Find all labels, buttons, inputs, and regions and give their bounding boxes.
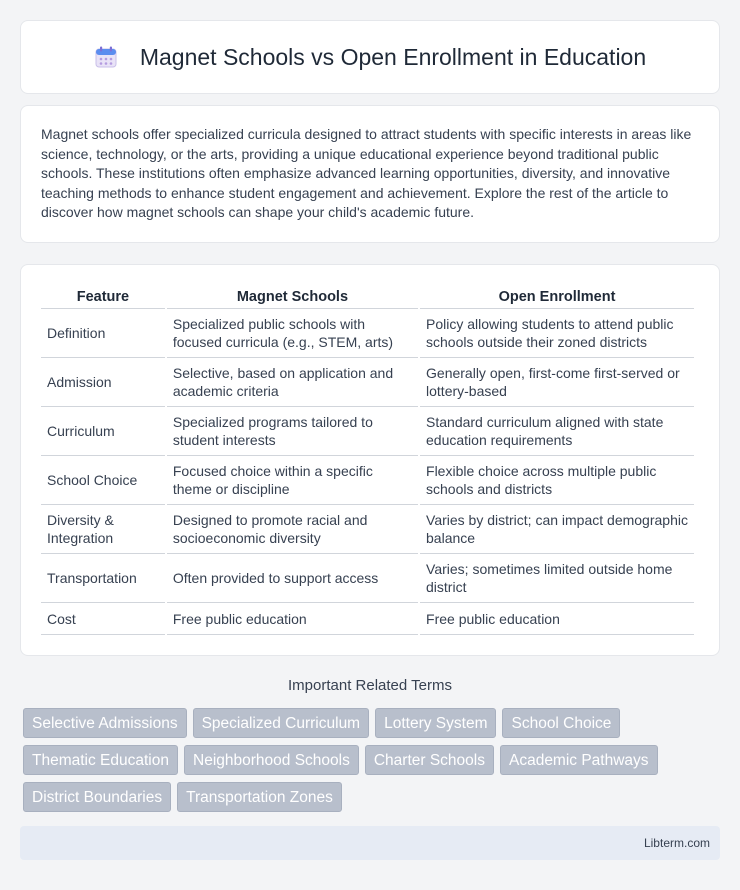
- feature-cell: Diversity & Integration: [41, 505, 165, 554]
- header-open-enrollment: Open Enrollment: [420, 287, 694, 309]
- feature-cell: Cost: [41, 603, 165, 635]
- open-enrollment-cell: Free public education: [420, 603, 694, 635]
- table-row: [41, 358, 694, 407]
- open-enrollment-cell: Policy allowing students to attend public schools outside their zoned districts: [420, 309, 694, 358]
- tag-school-choice[interactable]: School Choice: [502, 708, 620, 738]
- magnet-cell: Specialized programs tailored to student interests: [167, 407, 418, 456]
- table-row: [41, 603, 694, 635]
- comparison-table-card: [20, 264, 720, 656]
- magnet-cell: Designed to promote racial and socioeconomic diversity: [167, 505, 418, 554]
- title-wrap: [94, 44, 646, 71]
- open-enrollment-cell: Flexible choice across multiple public schools and districts: [420, 456, 694, 505]
- table-row: [41, 554, 694, 603]
- related-terms-title: Important Related Terms: [288, 677, 452, 694]
- comparison-table: [39, 287, 696, 635]
- tag-thematic-education[interactable]: Thematic Education: [23, 745, 178, 775]
- feature-cell: Curriculum: [41, 407, 165, 456]
- magnet-cell: Free public education: [167, 603, 418, 635]
- magnet-cell: Specialized public schools with focused curricula (e.g., STEM, arts): [167, 309, 418, 358]
- header-card: [20, 20, 720, 94]
- tag-neighborhood-schools[interactable]: Neighborhood Schools: [184, 745, 359, 775]
- tag-specialized-curriculum[interactable]: Specialized Curriculum: [193, 708, 370, 738]
- magnet-cell: Often provided to support access: [167, 554, 418, 603]
- table-row: [41, 505, 694, 554]
- header-feature: Feature: [41, 287, 165, 309]
- intro-card: [20, 105, 720, 243]
- magnet-cell: Focused choice within a specific theme or discipline: [167, 456, 418, 505]
- table-header-row: [41, 287, 694, 309]
- header-magnet-schools: Magnet Schools: [167, 287, 418, 309]
- open-enrollment-cell: Standard curriculum aligned with state education requirements: [420, 407, 694, 456]
- related-terms-tags: [23, 708, 723, 812]
- tag-transportation-zones[interactable]: Transportation Zones: [177, 782, 342, 812]
- feature-cell: Definition: [41, 309, 165, 358]
- feature-cell: Transportation: [41, 554, 165, 603]
- open-enrollment-cell: Generally open, first-come first-served or lottery-based: [420, 358, 694, 407]
- tag-district-boundaries[interactable]: District Boundaries: [23, 782, 171, 812]
- footer: [20, 826, 720, 860]
- calendar-icon: [94, 45, 118, 69]
- table-row: [41, 407, 694, 456]
- tag-charter-schools[interactable]: Charter Schools: [365, 745, 494, 775]
- magnet-cell: Selective, based on application and academic criteria: [167, 358, 418, 407]
- page-title: Magnet Schools vs Open Enrollment in Education: [139, 43, 647, 70]
- tag-lottery-system[interactable]: Lottery System: [375, 708, 496, 738]
- table-row: [41, 309, 694, 358]
- open-enrollment-cell: Varies; sometimes limited outside home district: [420, 554, 694, 603]
- table-row: [41, 456, 694, 505]
- tag-selective-admissions[interactable]: Selective Admissions: [23, 708, 187, 738]
- tag-academic-pathways[interactable]: Academic Pathways: [500, 745, 658, 775]
- open-enrollment-cell: Varies by district; can impact demographic balance: [420, 505, 694, 554]
- footer-site-link[interactable]: Libterm.com: [643, 836, 710, 850]
- feature-cell: School Choice: [41, 456, 165, 505]
- intro-text: Magnet schools offer specialized curricula designed to attract students with specific interests in areas like science, technology, or the arts, providing a unique educational experience beyond traditional public schools. These institutions often emphasize advanced learning opportunities, diversity, and innovative teaching methods to enhance student engagement and achievement. Explore the rest of the article to discover how magnet schools can shape your child's academic future.: [41, 126, 692, 221]
- feature-cell: Admission: [41, 358, 165, 407]
